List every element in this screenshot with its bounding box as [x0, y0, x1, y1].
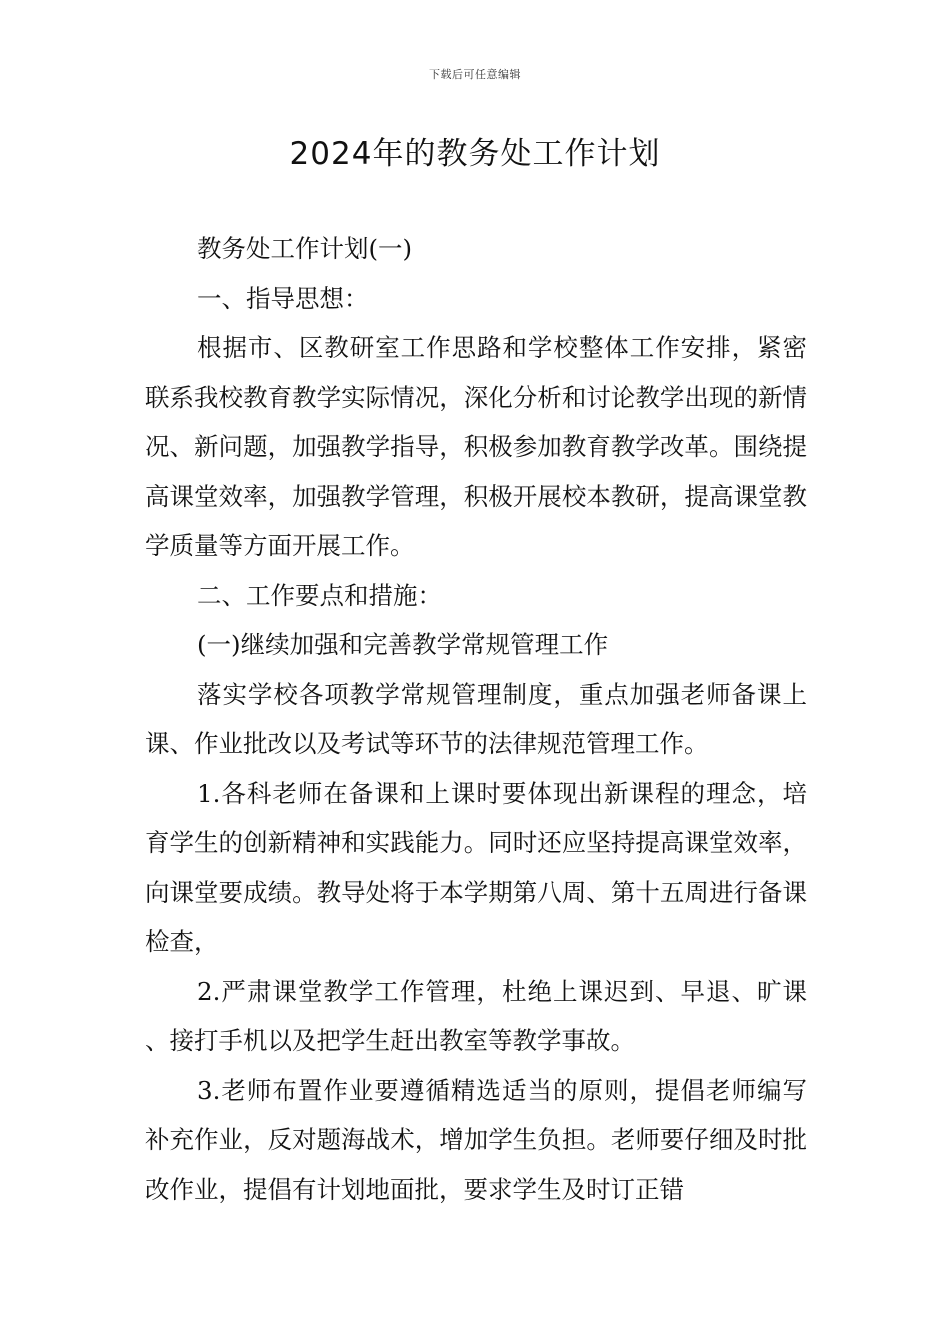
page-header-note: 下载后可任意编辑 [429, 68, 521, 81]
list-item-3: 3.老师布置作业要遵循精选适当的原则，提倡老师编写补充作业，反对题海战术，增加学生负担。老师要仔细及时批改作业，提倡有计划地面批，要求学生及时订正错 [145, 1075, 807, 1204]
paragraph-guiding-ideology: 根据市、区教研室工作思路和学校整体工作安排，紧密联系我校教育教学实际情况，深化分析和讨论教学出现的新情况、新问题，加强教学指导，积极参加教育教学改革。围绕提高课堂效率，加强教学管理，积极开展校本教研，提高课堂教学质量等方面开展工作。 [145, 333, 807, 560]
subheading-routine-management: (一)继续加强和完善教学常规管理工作 [197, 630, 609, 659]
document-title: 2024年的教务处工作计划 [289, 136, 661, 172]
heading-work-points: 二、工作要点和措施： [197, 580, 442, 610]
paragraph-routine-management: 落实学校各项教学常规管理制度，重点加强老师备课上课、作业批改以及考试等环节的法律规范管理工作。 [145, 679, 807, 758]
list-item-2: 2.严肃课堂教学工作管理，杜绝上课迟到、早退、旷课 、接打手机以及把学生赶出教室等教学事故。 [145, 976, 807, 1055]
heading-guiding-ideology: 一、指导思想： [197, 283, 369, 313]
list-item-1: 1.各科老师在备课和上课时要体现出新课程的理念，培育学生的创新精神和实践能力。同时还应坚持提高课堂效率，向课堂要成绩。教导处将于本学期第八周、第十五周进行备课检查， [145, 778, 807, 956]
section-subtitle: 教务处工作计划(一) [197, 234, 413, 263]
document-body [145, 224, 807, 1214]
